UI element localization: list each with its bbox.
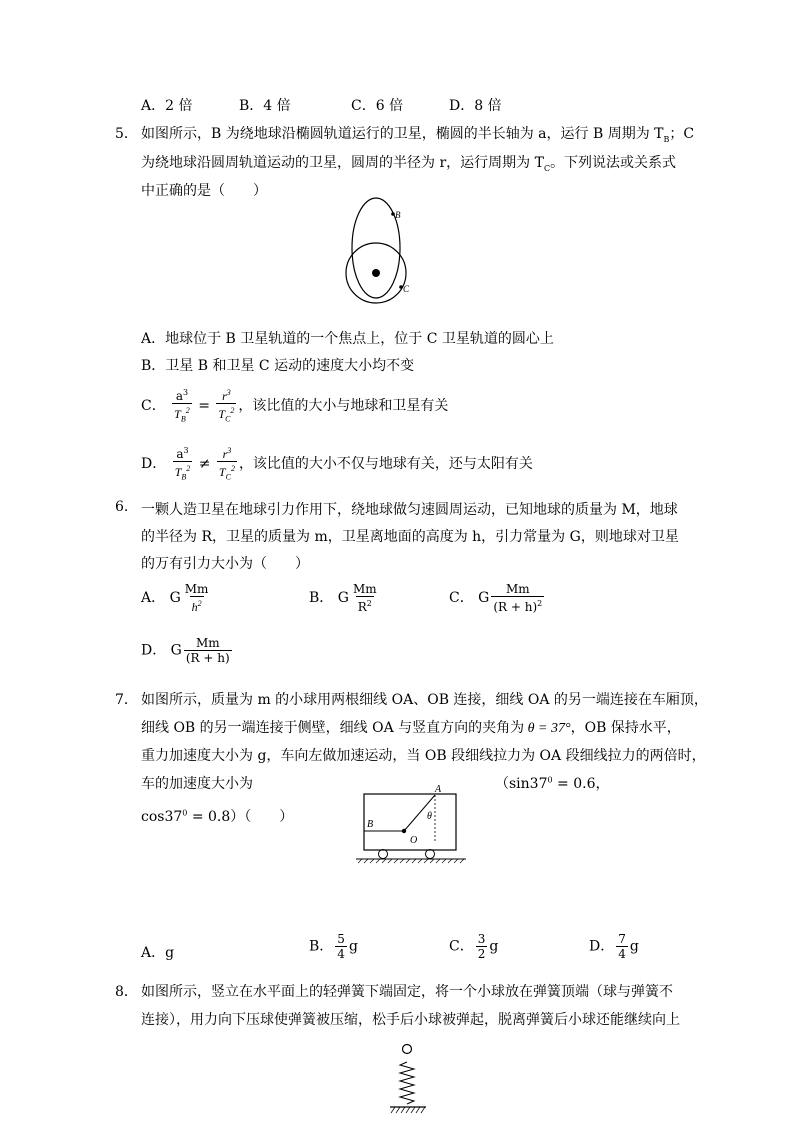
question-6-line-1: 一颗人造卫星在地球引力作用下，绕地球做匀速圆周运动，已知地球的质量为 M，地球 bbox=[141, 502, 678, 518]
question-6-option-b: B． G $\frac{Mm}{R^2}$ bbox=[309, 582, 377, 614]
question-7-line-1: 如图所示，质量为 m 的小球用两根细线 OA、OB 连接，细线 OA 的另一端连接在车厢顶， bbox=[141, 692, 708, 708]
question-6-option-c: C． G $\frac{Mm}{(R + h)^2}$ bbox=[449, 582, 543, 614]
label-satellite-b: B bbox=[395, 210, 401, 220]
question-7-line-2: 细线 OB 的另一端连接于侧壁，细线 OA 与竖直方向的夹角为 θ = 37°，OB 保持水平， bbox=[141, 720, 681, 736]
question-6-option-d: D． G $\frac{Mm}{(R + h)}$ bbox=[141, 636, 230, 665]
q4-option-d: D．8 倍 bbox=[449, 98, 502, 114]
question-5-option-a: A．地球位于 B 卫星轨道的一个焦点上，位于 C 卫星轨道的圆心上 bbox=[141, 331, 554, 347]
question-6-number: 6. bbox=[115, 499, 129, 515]
question-7-line-3: 重力加速度大小为 g，车向左做加速运动，当 OB 段细线拉力为 OA 段细线拉力的两倍时， bbox=[141, 748, 706, 764]
question-6-line-3: 的万有引力大小为（ ） bbox=[141, 556, 309, 572]
car-diagram bbox=[356, 782, 466, 864]
q4-option-b: B．4 倍 bbox=[239, 98, 291, 114]
label-b: B bbox=[367, 819, 374, 830]
orbit-diagram bbox=[335, 196, 425, 306]
question-7-number: 7． bbox=[115, 692, 138, 708]
question-5-option-b: B．卫星 B 和卫星 C 运动的速度大小均不变 bbox=[141, 358, 415, 374]
question-5-line-1: 如图所示，B 为绕地球沿椭圆轨道运行的卫星，椭圆的半长轴为 a，运行 B 周期为 $T_B$；C bbox=[141, 126, 695, 144]
question-7-line-4-right: （$\sin 37^0 = 0.6$， bbox=[495, 775, 610, 792]
question-7-line-5: $\cos 37^0 = 0.8$）（ ） bbox=[141, 808, 294, 825]
question-7-option-d: D． $\frac{7}{4}$ g bbox=[589, 932, 639, 961]
question-8-line-2: 连接），用力向下压球使弹簧被压缩，松手后小球被弹起，脱离弹簧后小球还能继续向上 bbox=[141, 1012, 680, 1028]
label-satellite-c: C bbox=[403, 284, 410, 294]
q4-option-c: C．6 倍 bbox=[351, 98, 404, 114]
question-5-option-c: C． $\frac{a^3}{T_B^2}$ = $\frac{r^3}{T_C^2}$ ，该比值的大小与地球和卫星有关 bbox=[141, 386, 448, 426]
base-hatching bbox=[391, 1107, 425, 1113]
spring-diagram bbox=[384, 1041, 434, 1116]
question-7-option-c: C． $\frac{3}{2}$ g bbox=[449, 932, 499, 961]
question-6-option-a: A． G $\frac{Mm}{h^2}$ bbox=[141, 582, 209, 614]
wheel-left bbox=[379, 850, 388, 859]
ball-o bbox=[402, 829, 406, 833]
question-5-option-d: D． $\frac{a^3}{T_B^2}$ ≠ $\frac{r^3}{T_C^2}$ ，该比值的大小不仅与地球有关，还与太阳有关 bbox=[141, 444, 533, 484]
question-8-number: 8． bbox=[115, 984, 138, 1000]
question-5-number: 5． bbox=[115, 126, 138, 142]
wheel-right bbox=[426, 850, 435, 859]
ball bbox=[403, 1045, 412, 1054]
question-7-option-b: B． $\frac{5}{4}$ g bbox=[309, 932, 358, 961]
question-8-line-1: 如图所示，竖立在水平面上的轻弹簧下端固定，将一个小球放在弹簧顶端（球与弹簧不 bbox=[141, 984, 673, 1000]
earth-dot bbox=[372, 269, 380, 277]
question-6-line-2: 的半径为 R，卫星的质量为 m，卫星离地面的高度为 h，引力常量为 G，则地球对卫星 bbox=[141, 529, 679, 545]
q4-option-a: A．2 倍 bbox=[141, 98, 193, 114]
label-a: A bbox=[435, 784, 442, 795]
ground-hatching bbox=[358, 859, 464, 863]
label-theta: θ bbox=[427, 811, 432, 822]
question-7-option-a: A．g bbox=[141, 945, 175, 961]
question-7-line-4: 车的加速度大小为 bbox=[141, 776, 253, 792]
question-5-line-3: 中正确的是（ ） bbox=[141, 183, 267, 199]
spring bbox=[400, 1062, 414, 1104]
label-o: O bbox=[410, 835, 418, 846]
question-5-line-2: 为绕地球沿圆周轨道运动的卫星，圆周的半径为 r，运行周期为 $T_C$。下列说法或关系式 bbox=[141, 155, 677, 173]
